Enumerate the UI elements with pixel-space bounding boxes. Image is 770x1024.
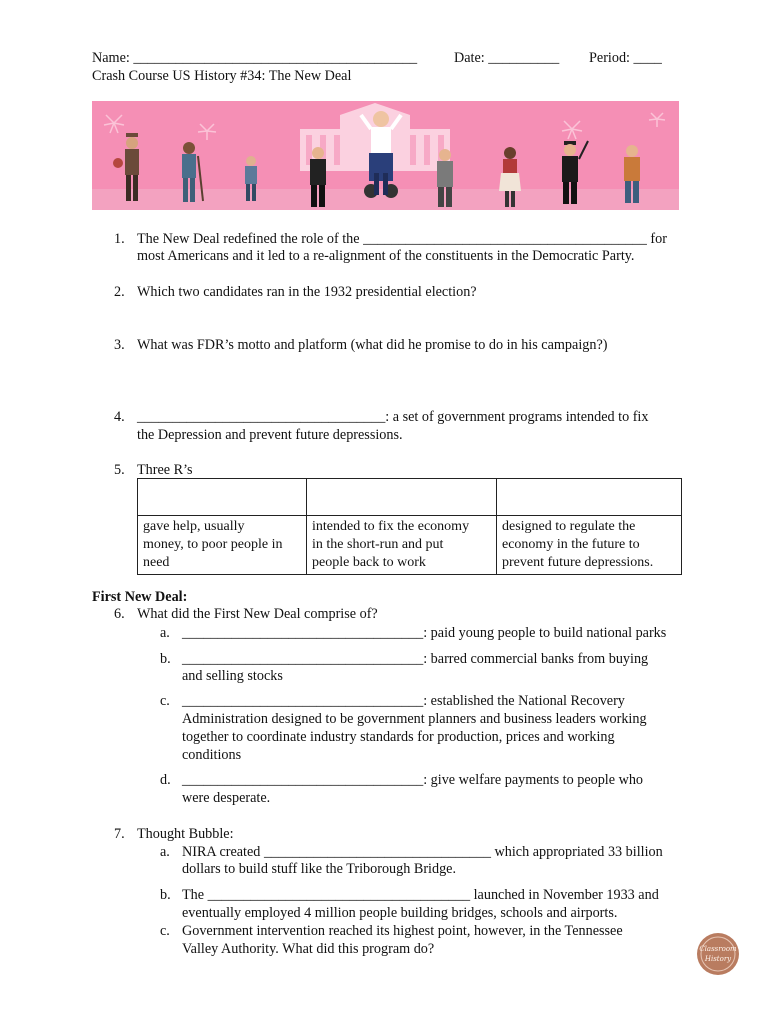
new-deal-banner-illustration	[92, 101, 679, 210]
q6c-line3: together to coordinate industry standards for production, prices and working	[182, 729, 615, 745]
q1-line1: The New Deal redefined the role of the ________________________________________ for	[137, 231, 667, 247]
classroom-history-logo	[697, 933, 739, 975]
q6-text: What did the First New Deal comprise of?	[137, 606, 378, 622]
q7-text: Thought Bubble:	[137, 826, 234, 842]
name-field[interactable]: Name: ________________________________________	[92, 50, 418, 66]
reform-description: designed to regulate the economy in the future to prevent future depressions.	[497, 516, 682, 575]
recovery-blank-cell[interactable]	[307, 479, 497, 516]
q4-number: 4.	[114, 409, 125, 425]
q7b-line1: The _____________________________________ launched in November 1933 and	[182, 887, 659, 903]
date-field[interactable]: Date: __________	[454, 50, 560, 66]
q7-number: 7.	[114, 826, 125, 842]
q6b-letter: b.	[160, 651, 171, 667]
q7c-line1: Government intervention reached its highest point, however, in the Tennessee	[182, 923, 623, 939]
q7c-line2: Valley Authority. What did this program do?	[182, 941, 435, 957]
q3-number: 3.	[114, 337, 125, 353]
q1-number: 1.	[114, 231, 125, 247]
period-field[interactable]: Period: ____	[589, 50, 662, 66]
three-rs-table	[137, 478, 682, 575]
table-row	[138, 516, 682, 575]
q6d-letter: d.	[160, 772, 171, 788]
q7a-line2: dollars to build stuff like the Triborough Bridge.	[182, 861, 457, 877]
q7c-letter: c.	[160, 923, 170, 939]
q6d-line1: __________________________________: give welfare payments to people who	[182, 772, 644, 788]
q7b-line2: eventually employed 4 million people building bridges, schools and airports.	[182, 905, 618, 921]
logo-badge-icon	[697, 933, 739, 975]
q7a-letter: a.	[160, 844, 170, 860]
table-header-row	[138, 479, 682, 516]
q5-text: Three R’s	[137, 462, 193, 478]
q6d-line2: were desperate.	[182, 790, 271, 806]
q6a-line: __________________________________: paid young people to build national parks	[182, 625, 667, 641]
q6-number: 6.	[114, 606, 125, 622]
relief-description: gave help, usually money, to poor people in need	[138, 516, 307, 575]
q6c-line2: Administration designed to be government planners and business leaders working	[182, 711, 647, 727]
q1-line2: most Americans and it led to a re-alignment of the constituents in the Democratic Party.	[137, 248, 635, 264]
section-heading-first-new-deal: First New Deal:	[92, 589, 188, 605]
q2-text: Which two candidates ran in the 1932 presidential election?	[137, 284, 477, 300]
relief-blank-cell[interactable]	[138, 479, 307, 516]
q7b-letter: b.	[160, 887, 171, 903]
q7a-line1: NIRA created ________________________________ which appropriated 33 billion	[182, 844, 663, 860]
recovery-description: intended to fix the economy in the short-run and put people back to work	[307, 516, 497, 575]
q6c-letter: c.	[160, 693, 170, 709]
q6b-line2: and selling stocks	[182, 668, 283, 684]
q5-number: 5.	[114, 462, 125, 478]
q4-line2: the Depression and prevent future depressions.	[137, 427, 403, 443]
banner-scene	[92, 101, 679, 210]
q2-number: 2.	[114, 284, 125, 300]
q3-text: What was FDR’s motto and platform (what did he promise to do in his campaign?)	[137, 337, 608, 353]
svg-text:Classroom: Classroom	[699, 945, 737, 953]
q4-line1: ___________________________________: a set of government programs intended to fix	[137, 409, 649, 425]
q6c-line4: conditions	[182, 747, 242, 763]
reform-blank-cell[interactable]	[497, 479, 682, 516]
q6c-line1: __________________________________: established the National Recovery	[182, 693, 625, 709]
worksheet-title: Crash Course US History #34: The New Deal	[92, 68, 352, 84]
q6a-letter: a.	[160, 625, 170, 641]
svg-text:History: History	[704, 955, 732, 963]
q6b-line1: __________________________________: barred commercial banks from buying	[182, 651, 649, 667]
